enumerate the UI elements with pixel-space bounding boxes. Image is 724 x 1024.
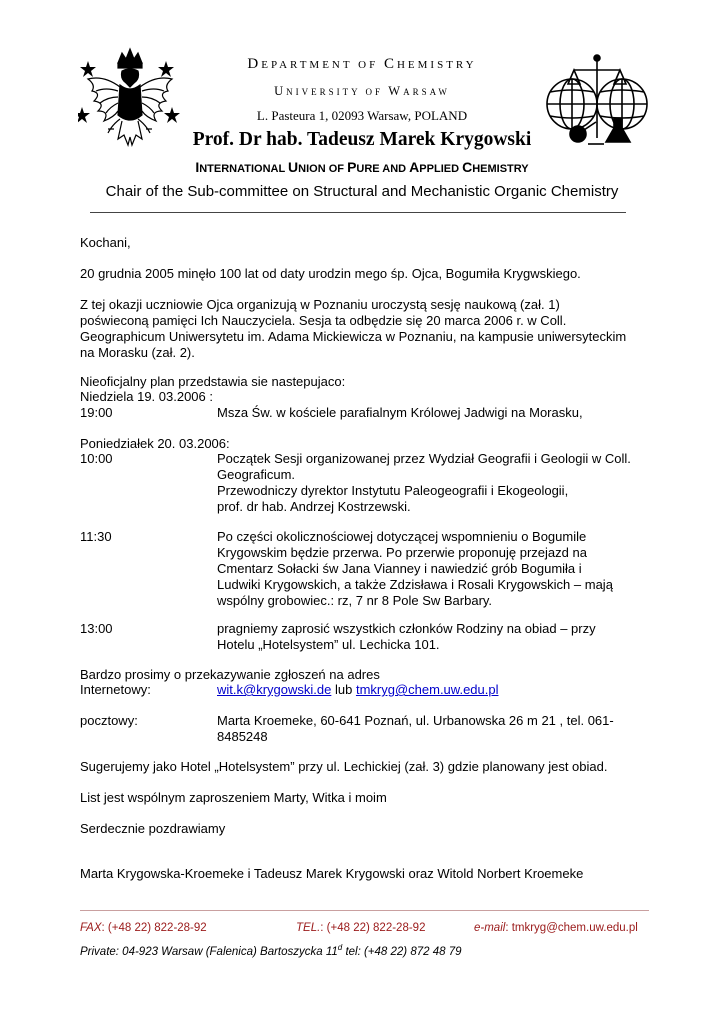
signature-line: Marta Krygowska-Kroemeke i Tadeusz Marek Krygowski oraz Witold Norbert Kroemeke xyxy=(80,866,584,881)
postal-label: pocztowy: xyxy=(80,713,138,728)
closing-regards: Serdecznie pozdrawiamy xyxy=(80,821,226,836)
joint-invitation: List jest wspólnym zaproszeniem Marty, Witka i moim xyxy=(80,790,387,805)
registration-request: Bardzo prosimy o przekazywanie zgłoszeń na adres xyxy=(80,667,380,682)
footer-tel: TEL.: (+48 22) 822-28-92 xyxy=(296,922,426,934)
footer-divider xyxy=(80,910,649,911)
iupac-title: INTERNATIONAL UNION OF PURE AND APPLIED CHEMISTRY xyxy=(195,159,529,175)
schedule-text: Początek Sesji organizowanej przez Wydział Geografii i Geologii w Coll. Geograficum. Przewodniczy dyrektor Instytutu Paleogeografii i Ekogeologii, prof. dr hab. Andrzej Kostrzewski. xyxy=(217,451,631,514)
email-separator: lub xyxy=(334,682,353,697)
greeting: Kochani, xyxy=(80,235,131,250)
professor-name: Prof. Dr hab. Tadeusz Marek Krygowski xyxy=(192,129,532,150)
footer-email: e-mail: tmkryg@chem.uw.edu.pl xyxy=(474,922,638,934)
footer-private-address: Private: 04-923 Warsaw (Falenica) Bartoszycka 11$^d$ tel: (+48 22) 872 48 79 xyxy=(80,943,462,958)
day-sunday: Niedziela 19. 03.2006 : xyxy=(80,389,213,404)
email-addresses xyxy=(217,682,657,698)
schedule-text: Po części okolicznościowej dotyczącej wspomnieniu o Bogumile Krygowskim będzie przerwa. Po przerwie proponuję przejazd na Cmentarz Sołacki św Jana Vianney i nawiedzić grób Bogumiła i Ludwiki Krygowskich, a także Zdzisława i Rosali Krygowskich – mają wspólny grobowiec.: rz, 7 nr 8 Pole Sw Barbary. xyxy=(217,529,613,608)
header-divider xyxy=(90,212,626,213)
plan-intro: Nieoficjalny plan przedstawia sie nastepujaco: xyxy=(80,374,346,389)
day-monday: Poniedziałek 20. 03.2006: xyxy=(80,436,230,451)
paragraph-anniversary: 20 grudnia 2005 minęło 100 lat od daty urodzin mego śp. Ojca, Bogumiła Krygwskiego. xyxy=(80,266,581,281)
postal-address: Marta Kroemeke, 60-641 Poznań, ul. Urbanowska 26 m 21 , tel. 061- 8485248 xyxy=(217,713,614,744)
department-title: DEPARTMENT OF CHEMISTRY xyxy=(247,56,477,72)
schedule-time: 13:00 xyxy=(80,621,113,636)
email-link-witek[interactable]: wit.k@krygowski.de xyxy=(217,682,332,697)
schedule-time: 19:00 xyxy=(80,405,113,420)
schedule-text: Msza Św. w kościele parafialnym Królowej Jadwigi na Morasku, xyxy=(217,405,583,420)
internet-label: Internetowy: xyxy=(80,682,151,697)
email-link-tmkryg[interactable]: tmkryg@chem.uw.edu.pl xyxy=(355,682,499,697)
footer-fax: FAX: (+48 22) 822-28-92 xyxy=(80,922,207,934)
schedule-time: 11:30 xyxy=(80,529,112,544)
institution-address: L. Pasteura 1, 02093 Warsaw, POLAND xyxy=(256,108,468,123)
hotel-suggestion: Sugerujemy jako Hotel „Hotelsystem” przy ul. Lechickiej (zał. 3) gdzie planowany jest obiad. xyxy=(80,759,608,774)
committee-chair-line: Chair of the Sub-committee on Structural and Mechanistic Organic Chemistry xyxy=(105,183,619,200)
paragraph-session: Z tej okazji uczniowie Ojca organizują w Poznaniu uroczystą sesję naukową (zał. 1) poświeconą pamięci Ich Nauczyciela. Sesja ta odbędzie się 20 marca 2006 r. w Coll. Geographicum Uniwersytetu im. Adama Mickiewicza w Poznaniu, na kampusie uniwersyteckim na Morasku (zał. 2). xyxy=(80,297,627,360)
university-title: UNIVERSITY OF WARSAW xyxy=(274,84,450,98)
schedule-time: 10:00 xyxy=(80,451,113,466)
schedule-text: pragniemy zaprosić wszystkich członków Rodziny na obiad – przy Hotelu „Hotelsystem” ul. Lechicka 101. xyxy=(217,621,596,652)
